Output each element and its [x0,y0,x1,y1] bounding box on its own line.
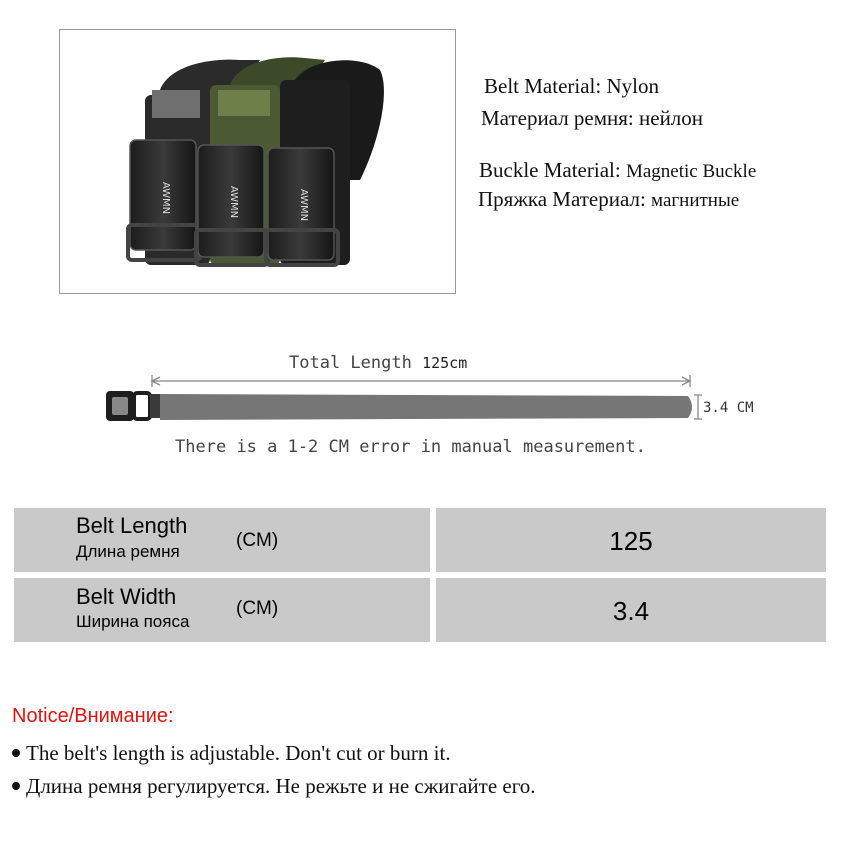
total-length-label: Total Length 125cm [289,353,468,373]
belt-strap [160,394,692,420]
buckle-ru-value: магнитные [651,190,740,211]
row-label-ru: Длина ремня [76,542,180,561]
svg-text:AWMN: AWMN [298,188,309,222]
material-en-label: Belt Material: [484,74,602,98]
width-label: 3.4 CM [703,400,754,416]
bullet-icon [12,749,20,757]
dimension-diagram [100,345,780,470]
svg-text:AWMN: AWMN [160,181,171,215]
row-label-en: Belt Width [76,584,177,609]
measurement-error-note: There is a 1-2 CM error in manual measurement. [175,437,646,457]
material-en-value: Nylon [606,74,659,98]
belts-illustration [60,30,457,295]
buckle-en-label: Buckle Material: [479,158,621,182]
material-ru: Материал ремня: нейлон [481,106,704,130]
notice-item: The belt's length is adjustable. Don't cut or burn it. [12,741,451,766]
notice-title: Notice/Внимание: [12,705,174,727]
total-length-value: 125cm [422,354,468,372]
table-row-width-label [14,578,430,642]
row-unit: (CM) [236,598,279,619]
svg-text:AWMN: AWMN [228,185,239,219]
buckle-icon [106,391,160,421]
table-row-length-label [14,508,430,572]
notice-item: Длина ремня регулируется. Не режьте и не сжигайте его. [12,774,536,799]
buckle-gray [128,140,200,260]
buckle-ru [478,187,739,212]
buckle-en [479,158,756,183]
buckle-en-value: Magnetic Buckle [625,161,757,182]
row-label-en: Belt Length [76,513,188,538]
row-value: 3.4 [612,596,650,626]
table-row-length-value [436,508,826,572]
material-en [484,74,659,99]
row-unit: (CM) [236,530,279,551]
product-photo [59,29,456,294]
buckle-green [196,145,268,265]
table-row-width-value [436,578,826,642]
row-label-ru: Ширина пояса [76,612,190,631]
bullet-icon [12,782,20,790]
row-value: 125 [609,526,653,556]
buckle-ru-label: Пряжка Материал: [478,187,646,211]
buckle-black [266,148,338,265]
